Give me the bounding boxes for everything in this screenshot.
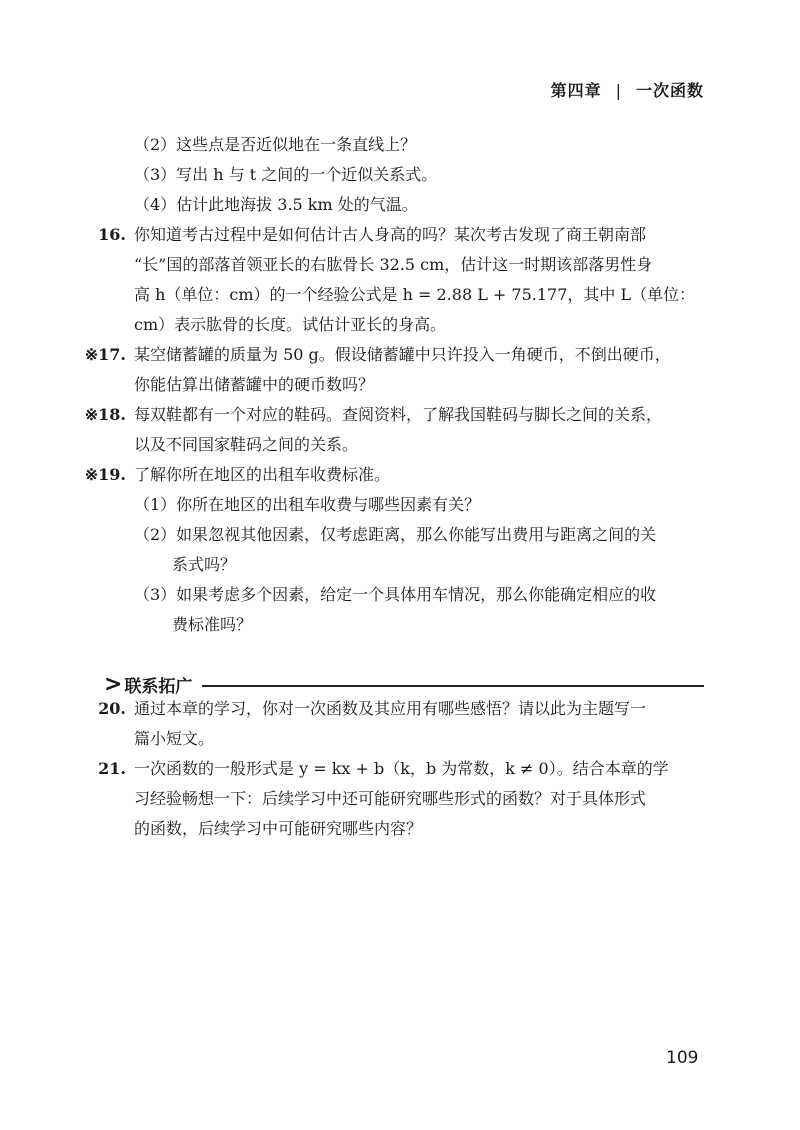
chevron-right-icon: > [104, 672, 123, 697]
page-header [551, 78, 704, 101]
section-title: 联系拓广 [124, 677, 193, 697]
chapter-topic: 一次函数 [635, 81, 704, 100]
exercise-text: cm）表示肱骨的长度。试估计亚长的身高。 [134, 315, 447, 334]
exercise-text: （4）估计此地海拔 3.5 km 处的气温。 [134, 195, 418, 214]
exercise-text: （3）如果考虑多个因素，给定一个具体用车情况，那么你能确定相应的收 [134, 585, 657, 604]
exercise-text: 每双鞋都有一个对应的鞋码。查阅资料，了解我国鞋码与脚长之间的关系， [134, 405, 663, 424]
exercise-number: 21. [98, 759, 126, 778]
exercise-text: 以及不同国家鞋码之间的关系。 [134, 435, 359, 454]
exercise-text: 篇小短文。 [134, 729, 215, 748]
exercise-text: 费标准吗？ [172, 615, 253, 634]
exercise-number: ※17. [84, 345, 126, 364]
exercise-text: （2）如果忽视其他因素，仅考虑距离，那么你能写出费用与距离之间的关 [134, 525, 657, 544]
exercise-number: 20. [98, 699, 126, 718]
exercise-text: 系式吗？ [172, 555, 237, 574]
exercise-text: 一次函数的一般形式是 y = kx + b（k，b 为常数，k ≠ 0）。结合本章的学 [134, 759, 669, 778]
section-rule [202, 685, 704, 687]
exercise-text: （1）你所在地区的出租车收费与哪些因素有关？ [134, 495, 481, 514]
exercise-text: “长”国的部落首领亚长的右肱骨长 32.5 cm，估计这一时期该部落男性身 [134, 255, 653, 274]
section-heading [104, 672, 704, 697]
exercise-text: 了解你所在地区的出租车收费标准。 [134, 465, 391, 484]
page-number: 109 [666, 1048, 699, 1068]
exercise-text: （2）这些点是否近似地在一条直线上？ [134, 135, 417, 154]
header-separator: | [615, 81, 622, 100]
exercise-text: 通过本章的学习，你对一次函数及其应用有哪些感悟？请以此为主题写一 [134, 699, 647, 718]
exercise-text: （3）写出 h 与 t 之间的一个近似关系式。 [134, 165, 438, 184]
exercise-number: 16. [98, 225, 126, 244]
chapter-label: 第四章 [550, 81, 602, 100]
exercise-number: ※19. [84, 465, 126, 484]
exercise-number: ※18. [84, 405, 126, 424]
exercise-text: 你知道考古过程中是如何估计古人身高的吗？某次考古发现了商王朝南部 [134, 225, 647, 244]
exercise-text: 高 h（单位：cm）的一个经验公式是 h = 2.88 L + 75.177，其中 L（单位： [134, 285, 696, 304]
exercise-text: 你能估算出储蓄罐中的硬币数吗？ [134, 375, 375, 394]
exercise-text: 习经验畅想一下：后续学习中还可能研究哪些形式的函数？对于具体形式 [134, 789, 647, 808]
exercise-text: 某空储蓄罐的质量为 50 g。假设储蓄罐中只许投入一角硬币，不倒出硬币， [134, 345, 671, 364]
exercise-text: 的函数，后续学习中可能研究哪些内容？ [134, 819, 423, 838]
